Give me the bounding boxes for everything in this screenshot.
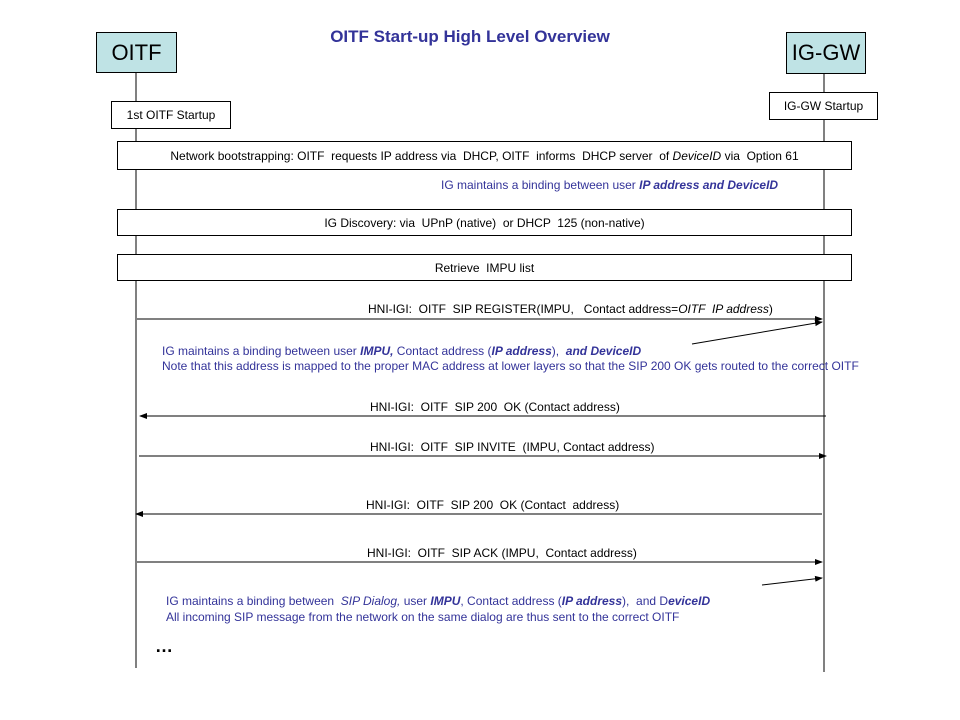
note1-text: IG maintains a binding between user [441,178,640,192]
bootstrap-option: via Option 61 [721,148,799,163]
note3-impu: IMPU [430,594,461,608]
note2-text-c: ), [551,344,566,358]
note-ip-binding [441,178,778,192]
discovery-box [117,209,852,236]
register-contact: OITF IP address [678,302,769,316]
register-close: ) [768,302,773,316]
oitf-startup-box [111,101,231,129]
note3-text-c: , Contact address ( [460,594,562,608]
note2-line1 [162,344,859,359]
note3-line2: All incoming SIP message from the network on the same dialog are thus sent to the correct OITF [166,610,680,624]
iggw-startup-label: IG-GW Startup [783,99,864,113]
note2-text-a: IG maintains a binding between user [162,344,361,358]
note3-sip-dialog: SIP Dialog, [340,594,401,608]
bootstrap-box [117,141,852,170]
note1-emphasis: IP address and DeviceID [639,178,779,192]
note3-text-a: IG maintains a binding between [166,594,341,608]
iggw-actor-label: IG-GW [791,40,861,65]
ack-label: HNI-IGI: OITF SIP ACK (IMPU, Contact address) [367,546,637,560]
note3-text-d: ), and D [622,594,669,608]
bootstrap-deviceid: DeviceID [672,148,722,163]
oitf-actor [96,32,177,73]
note3-line1 [166,593,710,609]
note-impu-binding [162,344,859,374]
note2-deviceid: and DeviceID [565,344,642,358]
iggw-actor [786,32,866,74]
invite-label: HNI-IGI: OITF SIP INVITE (IMPU, Contact address) [370,440,655,454]
bootstrap-text: Network bootstrapping: OITF requests IP address via DHCP, OITF informs DHCP server of [170,148,673,163]
retrieve-box [117,254,852,281]
ok1-label: HNI-IGI: OITF SIP 200 OK (Contact address) [370,400,620,414]
note2-impu: IMPU, [360,344,394,358]
note3-ip: IP address [561,594,623,608]
note2-pointer [692,322,822,344]
iggw-startup-box [769,92,878,120]
note3-text-b: user [400,594,431,608]
note2-text-b: Contact address ( [393,344,492,358]
ok2-label: HNI-IGI: OITF SIP 200 OK (Contact address) [366,498,620,512]
continuation-ellipsis: … [155,636,173,656]
note2-line2: Note that this address is mapped to the proper MAC address at lower layers so that the SIP 200 OK gets routed to the correct OITF [162,359,859,373]
oitf-startup-label: 1st OITF Startup [126,108,216,122]
oitf-actor-label: OITF [111,39,162,65]
note2-ip: IP address [491,344,552,358]
register-label [368,302,773,316]
note3-pointer [762,578,822,585]
register-text: HNI-IGI: OITF SIP REGISTER(IMPU, Contact address= [368,302,679,316]
bootstrap-label [170,149,798,163]
discovery-label: IG Discovery: via UPnP (native) or DHCP 125 (non-native) [324,215,645,230]
retrieve-label: Retrieve IMPU list [434,260,535,275]
diagram-title: OITF Start-up High Level Overview [330,27,610,46]
note-dialog-binding [166,593,710,625]
note3-deviceid: eviceID [668,594,711,608]
